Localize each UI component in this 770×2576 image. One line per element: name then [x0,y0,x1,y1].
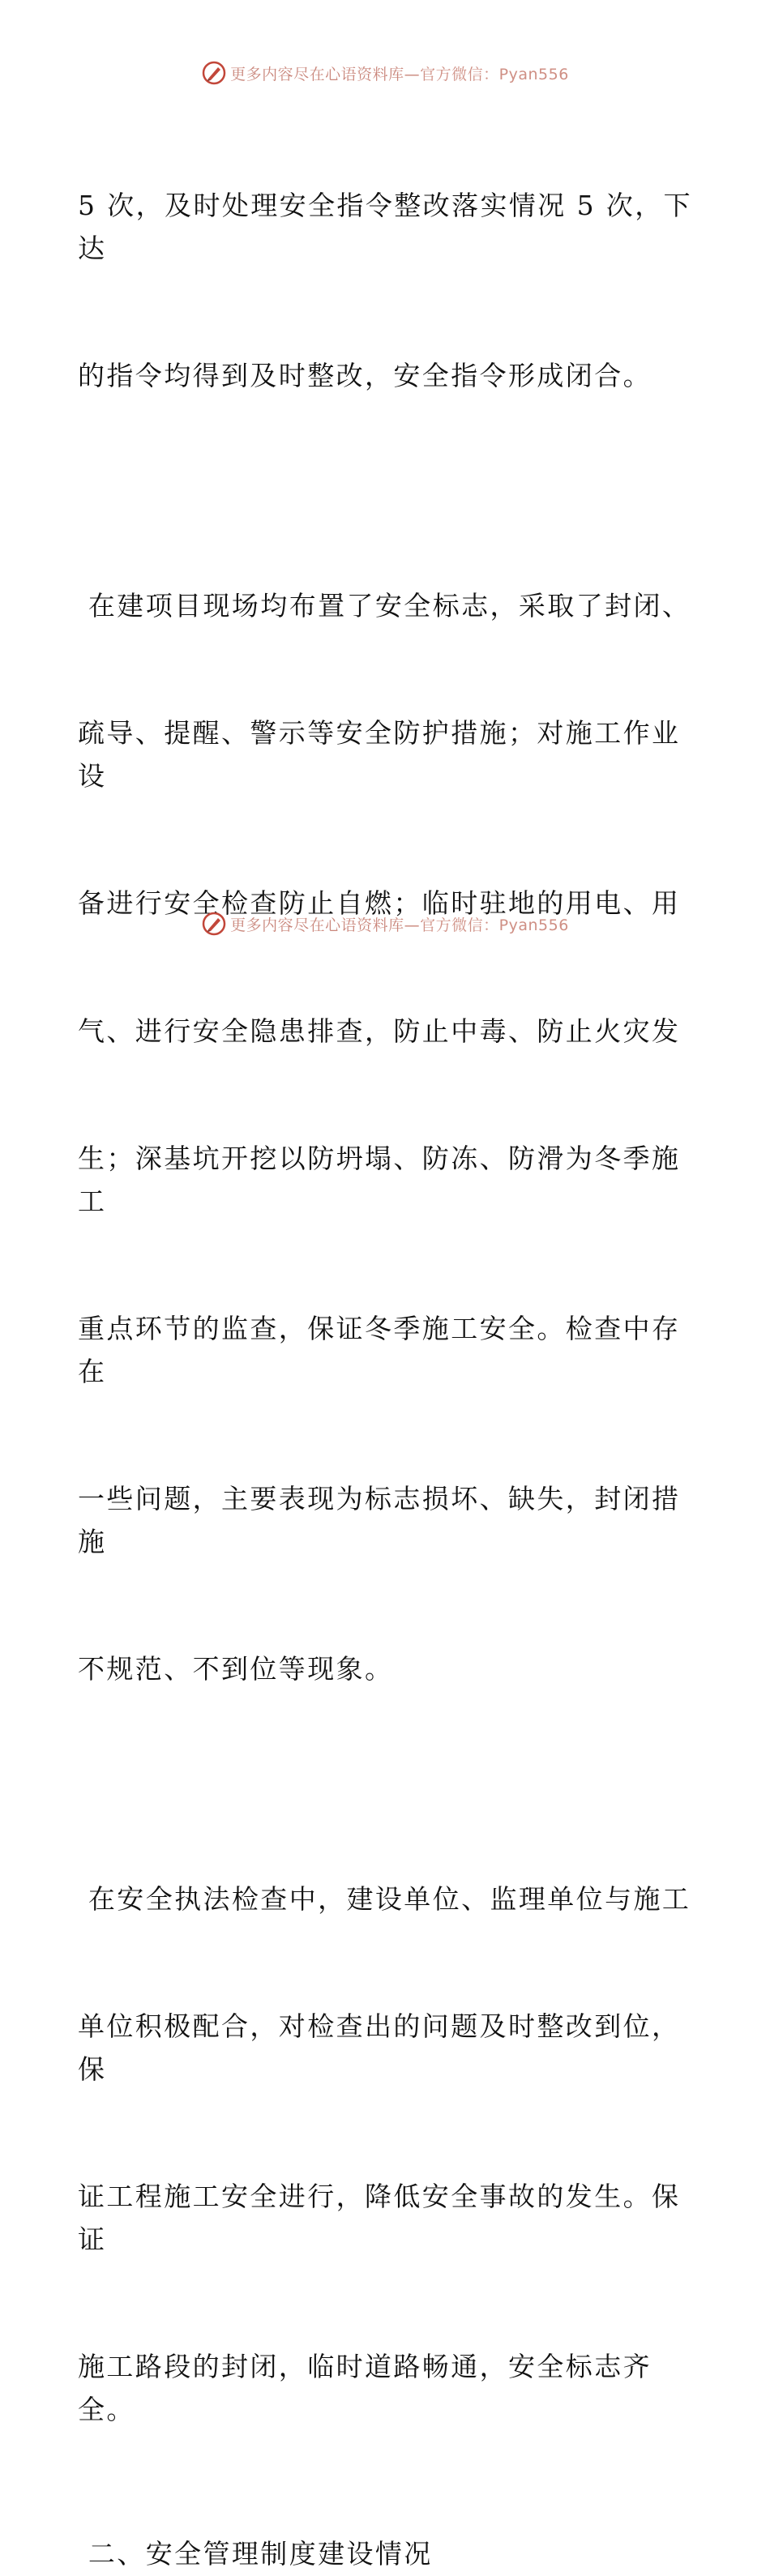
text-line: 重点环节的监查，保证冬季施工安全。检查中存在 [78,1313,681,1387]
text-line: 施工路段的封闭，临时道路畅通，安全标志齐全。 [78,2351,652,2425]
header-watermark [0,58,770,88]
paragraph-2 [78,500,694,1776]
text-line: 气、进行安全隐患排查，防止中毒、防止火灾发 [78,1015,681,1047]
footer-watermark [0,909,770,938]
text-line: 的指令均得到及时整改，安全指令形成闭合。 [78,360,652,391]
text-line: 生；深基坑开挖以防坍塌、防冻、防滑为冬季施工 [78,1143,681,1217]
section-heading: 二、安全管理制度建设情况 [78,2538,433,2570]
text-line: 5 次，及时处理安全指令整改落实情况 5 次，下达 [78,190,693,264]
paragraph-1 [78,100,694,483]
text-line: 不规范、不到位等现象。 [78,1653,394,1685]
watermark-text: 更多内容尽在心语资料库—官方微信：Pyan556 [230,916,569,934]
watermark-text: 更多内容尽在心语资料库—官方微信：Pyan556 [230,65,569,83]
pen-logo-icon [201,911,227,937]
text-line: 证工程施工安全进行，降低安全事故的发生。保证 [78,2181,681,2255]
document-body [78,100,694,2576]
text-line: 在安全执法检查中，建设单位、监理单位与施工 [78,1882,691,1915]
text-line: 备进行安全检查防止自燃；临时驻地的用电、用 [78,887,681,919]
text-line: 在建项目现场均布置了安全标志，采取了封闭、 [78,589,691,622]
text-line: 疏导、提醒、警示等安全防护措施；对施工作业设 [78,717,681,792]
text-line: 单位积极配合，对检查出的问题及时整改到位，保 [78,2010,681,2085]
text-line: 一些问题，主要表现为标志损坏、缺失，封闭措施 [78,1483,681,1557]
pen-logo-icon [201,60,227,86]
paragraph-3 [78,1793,694,2517]
